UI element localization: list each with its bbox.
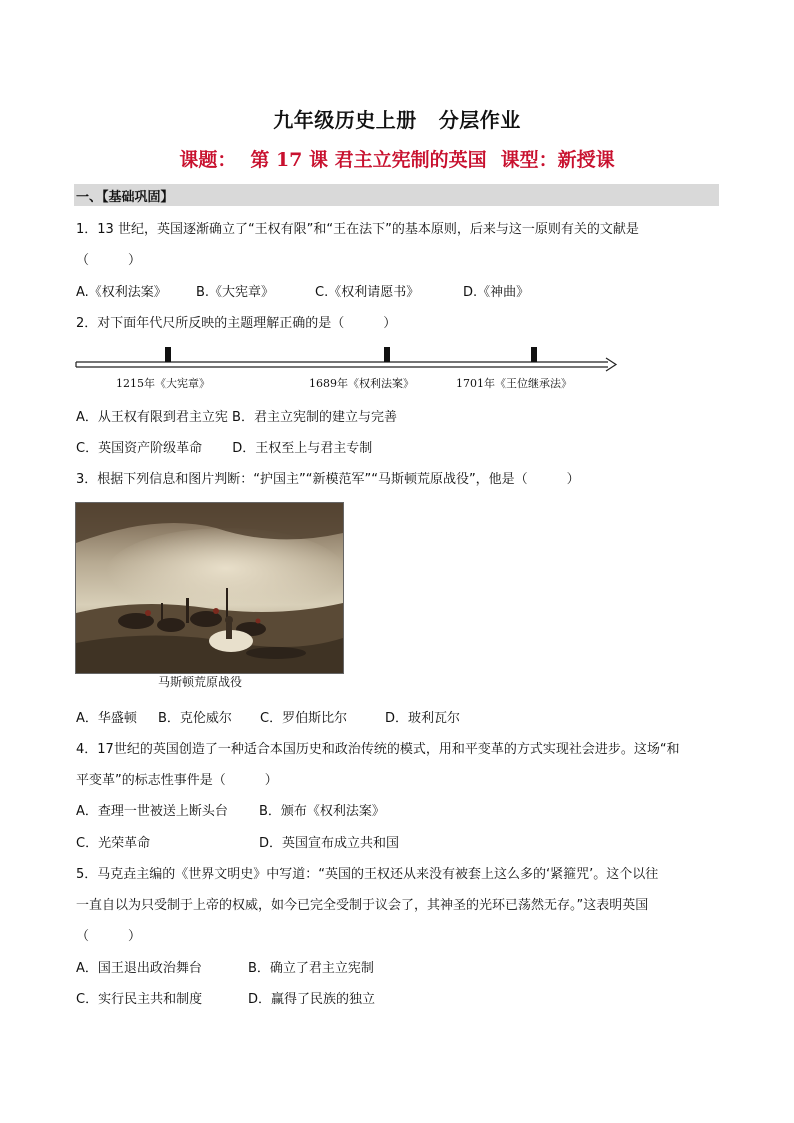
q3-text: 3．根据下列信息和图片判断：“护国主”“新模范军”“马斯顿荒原战役”，他是（ ）	[76, 472, 580, 487]
lesson-subtitle	[0, 145, 794, 172]
q2-options-line1[interactable]: A．从王权有限到君主立宪 B．君主立宪制的建立与完善	[76, 410, 397, 425]
q5-text-line2: 一直自以为只受制于上帝的权威，如今已完全受制于议会了，其神圣的光环已荡然无存。”这表明英国	[76, 898, 649, 913]
section-label: 一、【基础巩固】	[76, 190, 174, 205]
q1-option-a[interactable]: A.《权利法案》	[76, 285, 167, 300]
timeline-marker-1701	[531, 347, 537, 362]
q3-option-b[interactable]: B．克伦威尔	[158, 711, 232, 726]
q1-text-line2: （ ）	[76, 253, 142, 268]
q1-text-line1: 1．13 世纪，英国逐渐确立了“王权有限”和“王在法下”的基本原则，后来与这一原则有关的文献是	[76, 222, 639, 237]
q5-option-d[interactable]: D．赢得了民族的独立	[248, 992, 376, 1007]
timeline-marker-1215	[165, 347, 171, 362]
q5-text-line3: （ ）	[76, 929, 142, 944]
title-part1: 九年级历史上册	[273, 108, 417, 132]
q3-option-a[interactable]: A．华盛顿	[76, 711, 137, 726]
timeline-arrow-icon	[606, 358, 616, 371]
subtitle-type: 课型：新授课	[500, 149, 615, 171]
timeline-ruler	[74, 342, 624, 372]
timeline-label-1215: 1215年《大宪章》	[116, 377, 210, 390]
q1-option-c[interactable]: C.《权利请愿书》	[315, 285, 420, 300]
q5-option-c[interactable]: C．实行民主共和制度	[76, 992, 203, 1007]
subtitle-label: 课题：	[179, 149, 237, 171]
q4-option-b[interactable]: B．颁布《权利法案》	[259, 804, 385, 819]
timeline-label-1701: 1701年《王位继承法》	[456, 377, 572, 390]
battle-painting-image	[75, 502, 344, 674]
q4-option-a[interactable]: A．查理一世被送上断头台	[76, 804, 228, 819]
q3-option-d[interactable]: D．玻利瓦尔	[385, 711, 461, 726]
q1-option-d[interactable]: D.《神曲》	[463, 285, 530, 300]
subtitle-lesson: 第 17 课 君主立宪制的英国	[250, 149, 487, 171]
q5-text-line1: 5．马克垚主编的《世界文明史》中写道：“英国的王权还从来没有被套上这么多的‘紧箍咒’。这个以往	[76, 867, 659, 882]
q5-option-b[interactable]: B．确立了君主立宪制	[248, 961, 374, 976]
title-part2: 分层作业	[438, 108, 521, 132]
q3-option-c[interactable]: C．罗伯斯比尔	[260, 711, 348, 726]
timeline-marker-1689	[384, 347, 390, 362]
q4-option-d[interactable]: D．英国宣布成立共和国	[259, 836, 400, 851]
q4-text-line2: 平变革”的标志性事件是（ ）	[76, 773, 278, 788]
q2-options-line2[interactable]: C．英国资产阶级革命 D．王权至上与君主专制	[76, 441, 373, 456]
page-title	[0, 104, 794, 133]
q5-option-a[interactable]: A．国王退出政治舞台	[76, 961, 202, 976]
q4-text-line1: 4．17世纪的英国创造了一种适合本国历史和政治传统的模式，用和平变革的方式实现社会进步。这场“和	[76, 742, 680, 757]
painting-caption: 马斯顿荒原战役	[158, 675, 243, 689]
timeline-label-1689: 1689年《权利法案》	[309, 377, 414, 390]
q1-option-b[interactable]: B.《大宪章》	[196, 285, 275, 300]
q2-text: 2．对下面年代尺所反映的主题理解正确的是（ ）	[76, 316, 397, 331]
q4-option-c[interactable]: C．光荣革命	[76, 836, 151, 851]
